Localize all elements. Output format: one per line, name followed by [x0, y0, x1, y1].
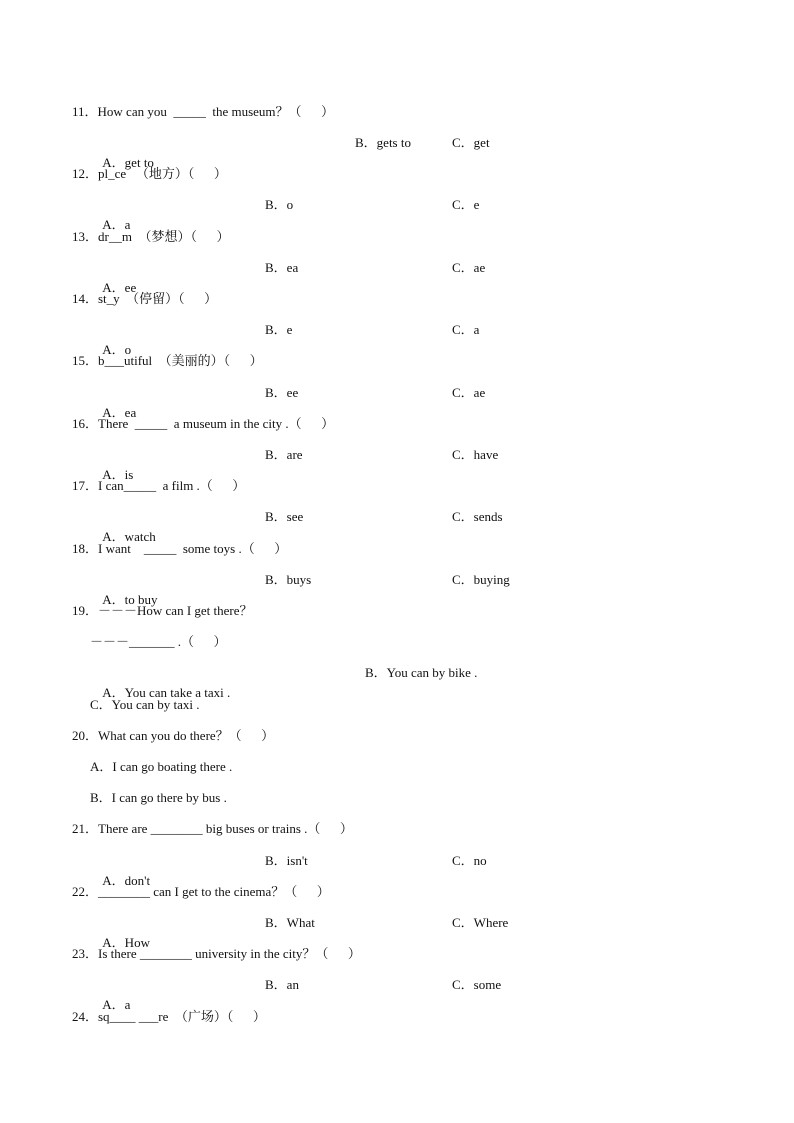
question-21-options [90, 851, 487, 888]
question-12-options [90, 195, 480, 232]
question-12-stem: 12．pl_ce （地方）（ ） [72, 166, 227, 181]
option-a: A．get to [102, 155, 154, 170]
question-20-option-b: B．I can go there by bus . [90, 790, 227, 805]
question-22-options [90, 913, 509, 950]
question-19-option-c: C．You can by taxi . [90, 697, 200, 712]
option-a: A．ea [102, 405, 137, 420]
option-c: C．Where [452, 915, 509, 930]
question-14-options [90, 320, 480, 357]
question-15-options [90, 383, 486, 420]
question-18-options [90, 570, 510, 607]
option-b: B．see [265, 509, 304, 524]
question-19-stem: 19．－－－How can I get there？ [72, 603, 253, 618]
option-a: A．You can take a taxi . [102, 685, 231, 700]
question-23-options [90, 975, 502, 1012]
option-b: B．ea [265, 260, 299, 275]
option-a: A．watch [102, 529, 156, 544]
option-c: C．some [452, 977, 502, 992]
option-c: C．have [452, 447, 499, 462]
option-c: C．ae [452, 385, 486, 400]
option-b: B．buys [265, 572, 312, 587]
question-16-stem: 16．There _____ a museum in the city .（ ） [72, 416, 335, 431]
option-a: A．a [102, 997, 131, 1012]
option-c: C．no [452, 853, 487, 868]
question-19-options-row1 [90, 663, 478, 700]
question-16-options [90, 445, 499, 482]
question-17-stem: 17．I can_____ a film .（ ） [72, 478, 246, 493]
option-b: B．an [265, 977, 299, 992]
question-20-option-a: A．I can go boating there . [90, 759, 233, 774]
option-b: B．What [265, 915, 315, 930]
question-11-options [90, 133, 490, 170]
option-a: A．is [102, 467, 134, 482]
option-a: A．don't [102, 873, 151, 888]
option-c: C．get [452, 135, 490, 150]
option-a: A．How [102, 935, 150, 950]
option-b: B．gets to [355, 135, 411, 150]
option-c: C．a [452, 322, 480, 337]
option-b: B．e [265, 322, 293, 337]
option-b: B．You can by bike . [365, 665, 478, 680]
option-b: B．o [265, 197, 294, 212]
question-18-stem: 18．I want _____ some toys .（ ） [72, 541, 288, 556]
option-a: A．to buy [102, 592, 158, 607]
option-c: C．e [452, 197, 480, 212]
question-15-stem: 15．b___utiful （美丽的）（ ） [72, 353, 263, 368]
question-22-stem: 22．________ can I get to the cinema？（ ） [72, 884, 330, 899]
question-11-stem: 11．How can you _____ the museum？（ ） [72, 104, 335, 119]
question-24-stem: 24．sq____ ___re （广场）（ ） [72, 1009, 266, 1024]
question-13-options [90, 258, 486, 295]
option-b: B．ee [265, 385, 299, 400]
question-23-stem: 23．Is there ________ university in the city？（ ） [72, 946, 361, 961]
question-19-subline: －－－_______ .（ ） [90, 634, 227, 649]
option-a: A．o [102, 342, 132, 357]
option-b: B．are [265, 447, 303, 462]
question-13-stem: 13．dr__m （梦想）（ ） [72, 229, 230, 244]
question-20-stem: 20．What can you do there？（ ） [72, 728, 275, 743]
question-21-stem: 21．There are ________ big buses or trains .（ ） [72, 821, 353, 836]
option-a: A．a [102, 217, 131, 232]
option-c: C．sends [452, 509, 503, 524]
question-17-options [90, 507, 503, 544]
option-a: A．ee [102, 280, 137, 295]
option-b: B．isn't [265, 853, 308, 868]
option-c: C．ae [452, 260, 486, 275]
option-c: C．buying [452, 572, 510, 587]
question-14-stem: 14．st_y （停留）（ ） [72, 291, 218, 306]
